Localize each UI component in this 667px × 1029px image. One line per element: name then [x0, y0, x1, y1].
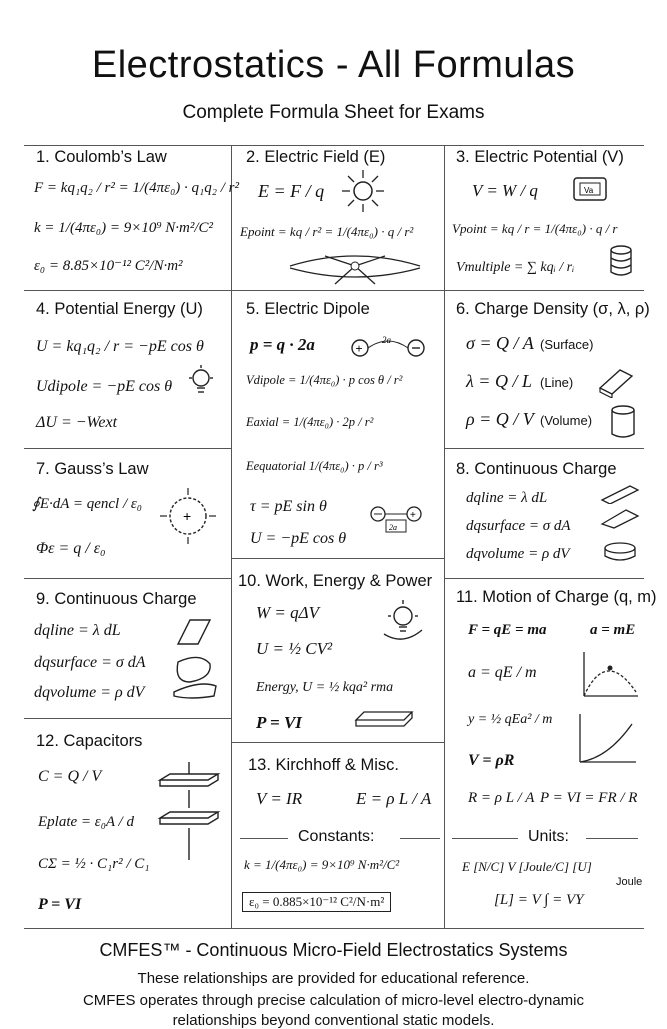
motion-formula-4: y = ½ qEa² / m — [468, 712, 553, 727]
gauss-sphere-icon — [158, 486, 218, 546]
grid-line — [24, 290, 644, 291]
capacitor-formula-1: C = Q / V — [38, 768, 102, 785]
work-formula-3: Energy, U = ½ kqa² rma — [256, 680, 394, 695]
motion-heading: 11. Motion of Charge (q, m) — [456, 588, 657, 606]
units-line-1: E [N/C] V [Joule/C] [U] — [462, 859, 592, 874]
dipole-formula-4: Eequatorial 1/(4πε₀) · p / r³ — [246, 459, 383, 473]
grid-line — [444, 578, 644, 579]
trajectory-graph-icon — [576, 648, 640, 700]
divider — [400, 838, 440, 839]
svg-text:+: + — [183, 508, 192, 524]
wire-block-icon — [354, 708, 416, 730]
voltmeter-icon — [572, 172, 614, 204]
coulomb-formula-3: ε₀ = 8.85×10⁻¹² C²/N·m² — [34, 258, 183, 274]
units-joule: Joule — [616, 876, 643, 888]
energy-heading: 4. Potential Energy (U) — [36, 300, 203, 318]
grid-line — [24, 145, 644, 146]
work-formula-2: U = ½ CV² — [256, 639, 333, 658]
footer-line-1: These relationships are provided for educational reference. — [137, 970, 530, 987]
field-formula-2: Epoint = kq / r² = 1/(4πε₀) · q / r² — [240, 224, 414, 239]
plate-icon — [600, 508, 640, 530]
page-title: Electrostatics - All Formulas — [91, 44, 576, 86]
capacitor-icon — [156, 760, 222, 864]
disk-icon — [602, 540, 638, 564]
continuous9-formula-2: dqsurface = σ dA — [34, 654, 146, 671]
continuous9-formula-1: dqline = λ dL — [34, 622, 121, 639]
energy-formula-2: Udipole = −pE cos θ — [36, 378, 173, 395]
kirchhoff-formula-2: E = ρ L / A — [356, 789, 432, 808]
capacitor-heading: 12. Capacitors — [36, 732, 143, 750]
units-line-2: [L] = V ∫ = VY — [494, 892, 584, 908]
density-note-line: (Line) — [540, 375, 574, 390]
dipole-formula-2: Vdipole = 1/(4πε₀) · p cos θ / r² — [246, 373, 403, 387]
grid-line — [24, 718, 231, 719]
grid-line — [444, 145, 445, 928]
kirchhoff-heading: 13. Kirchhoff & Misc. — [248, 756, 400, 774]
field-formula-1: E = F / q — [258, 181, 325, 201]
divider — [452, 838, 518, 839]
constants-k: k = 1/(4πε₀) = 9×10⁹ N·m²/C² — [244, 857, 400, 872]
density-note-surface: (Surface) — [540, 337, 594, 352]
book-icon — [598, 366, 634, 398]
dipole-formula-3: Eaxial = 1/(4πε₀) · 2p / r² — [246, 415, 374, 429]
kirchhoff-formula-1: V = IR — [256, 789, 303, 808]
density-formula-1: σ = Q / A — [466, 333, 534, 353]
motion-formula-5: V = ρR — [468, 752, 515, 769]
work-formula-1: W = qΔV — [256, 603, 319, 622]
svg-text:2a: 2a — [382, 335, 391, 345]
gauss-formula-2: Φε = q / ε₀ — [36, 540, 106, 557]
work-heading: 10. Work, Energy & Power — [238, 572, 433, 590]
footer-line-3: relationships beyond conventional static models. — [172, 1012, 495, 1029]
dipole-formula-5: τ = pE sin θ — [250, 498, 327, 515]
motion-formula-1: F = qE = ma — [468, 622, 547, 638]
energy-formula-1: U = kq₁q₂ / r = −pE cos θ — [36, 338, 204, 355]
page-subtitle: Complete Formula Sheet for Exams — [182, 102, 485, 123]
svg-text:2a: 2a — [389, 523, 397, 532]
gauss-heading: 7. Gauss’s Law — [36, 460, 149, 478]
dipole-formula-6: U = −pE cos θ — [250, 530, 347, 547]
density-note-volume: (Volume) — [540, 413, 593, 428]
dipole-icon — [350, 334, 428, 360]
field-lines-icon — [285, 246, 425, 286]
continuous8-formula-2: dqsurface = σ dA — [466, 518, 571, 534]
svg-text:+: + — [355, 341, 363, 356]
light-bulb-icon — [186, 364, 216, 400]
bulb-spark-icon — [378, 598, 428, 642]
divider — [240, 838, 288, 839]
svg-text:Va: Va — [584, 186, 594, 195]
footer-line-2: CMFES operates through precise calculation of micro-level electro-dynamic — [82, 992, 585, 1009]
rod-icon — [600, 484, 640, 504]
energy-formula-3: ΔU = −Wext — [36, 414, 118, 431]
dipole-heading: 5. Electric Dipole — [246, 300, 370, 318]
potential-formula-1: V = W / q — [472, 181, 538, 200]
dipole-formula-1: p = q · 2a — [250, 335, 315, 354]
work-formula-4: P = VI — [256, 713, 302, 732]
potential-heading: 3. Electric Potential (V) — [456, 148, 624, 166]
units-heading: Units: — [528, 828, 569, 845]
field-heading: 2. Electric Field (E) — [246, 148, 386, 166]
continuous-heading-8: 8. Continuous Charge — [456, 460, 617, 478]
motion-formula-7: P = VI = FR / R — [540, 790, 638, 806]
battery-stack-icon — [608, 244, 634, 278]
sun-burst-icon — [340, 168, 386, 214]
svg-text:+: + — [410, 510, 416, 521]
capacitor-formula-4: P = VI — [38, 896, 82, 913]
grid-line — [24, 448, 231, 449]
potential-formula-3: Vmultiple = ∑ kqᵢ / rᵢ — [456, 260, 575, 275]
grid-line — [24, 928, 644, 929]
capacitor-formula-2: Eplate = ε₀A / d — [38, 814, 134, 830]
density-heading: 6. Charge Density (σ, λ, ρ) — [456, 300, 650, 318]
coulomb-heading: 1. Coulomb’s Law — [36, 148, 167, 166]
grid-line — [444, 448, 644, 449]
grid-line — [24, 578, 231, 579]
constants-heading: Constants: — [298, 828, 375, 845]
grid-line — [231, 145, 232, 928]
motion-formula-3: a = qE / m — [468, 664, 537, 681]
continuous9-formula-3: dqvolume = ρ dV — [34, 684, 145, 701]
curve-graph-icon — [572, 710, 638, 766]
continuous-shapes-icon — [170, 616, 220, 700]
cylinder-icon — [610, 404, 636, 440]
gauss-formula-1: ∮E·dA = qencl / ε₀ — [32, 496, 143, 512]
motion-formula-2: a = mE — [590, 622, 636, 638]
density-formula-3: ρ = Q / V — [466, 409, 534, 429]
continuous8-formula-3: dqvolume = ρ dV — [466, 546, 570, 562]
coulomb-formula-1: F = kq₁q₂ / r² = 1/(4πε₀) · q₁q₂ / r² — [34, 180, 239, 196]
constants-epsilon: ε₀ = 0.885×10⁻¹² C²/N·m² — [242, 892, 391, 912]
capacitor-formula-3: CΣ = ½ · C₁r² / C₁ — [38, 856, 150, 872]
divider — [586, 838, 638, 839]
coulomb-formula-2: k = 1/(4πε₀) = 9×10⁹ N·m²/C² — [34, 220, 214, 236]
potential-formula-2: Vpoint = kq / r = 1/(4πε₀) · q / r — [452, 221, 618, 236]
grid-line — [232, 558, 444, 559]
grid-line — [232, 742, 444, 743]
motion-formula-6: R = ρ L / A — [468, 790, 535, 806]
footer-brand: CMFES™ - Continuous Micro-Field Electrostatics Systems — [99, 940, 568, 960]
continuous8-formula-1: dqline = λ dL — [466, 490, 548, 506]
density-formula-2: λ = Q / L — [466, 371, 532, 391]
continuous-heading-9: 9. Continuous Charge — [36, 590, 197, 608]
dipole-torque-icon — [368, 500, 426, 536]
